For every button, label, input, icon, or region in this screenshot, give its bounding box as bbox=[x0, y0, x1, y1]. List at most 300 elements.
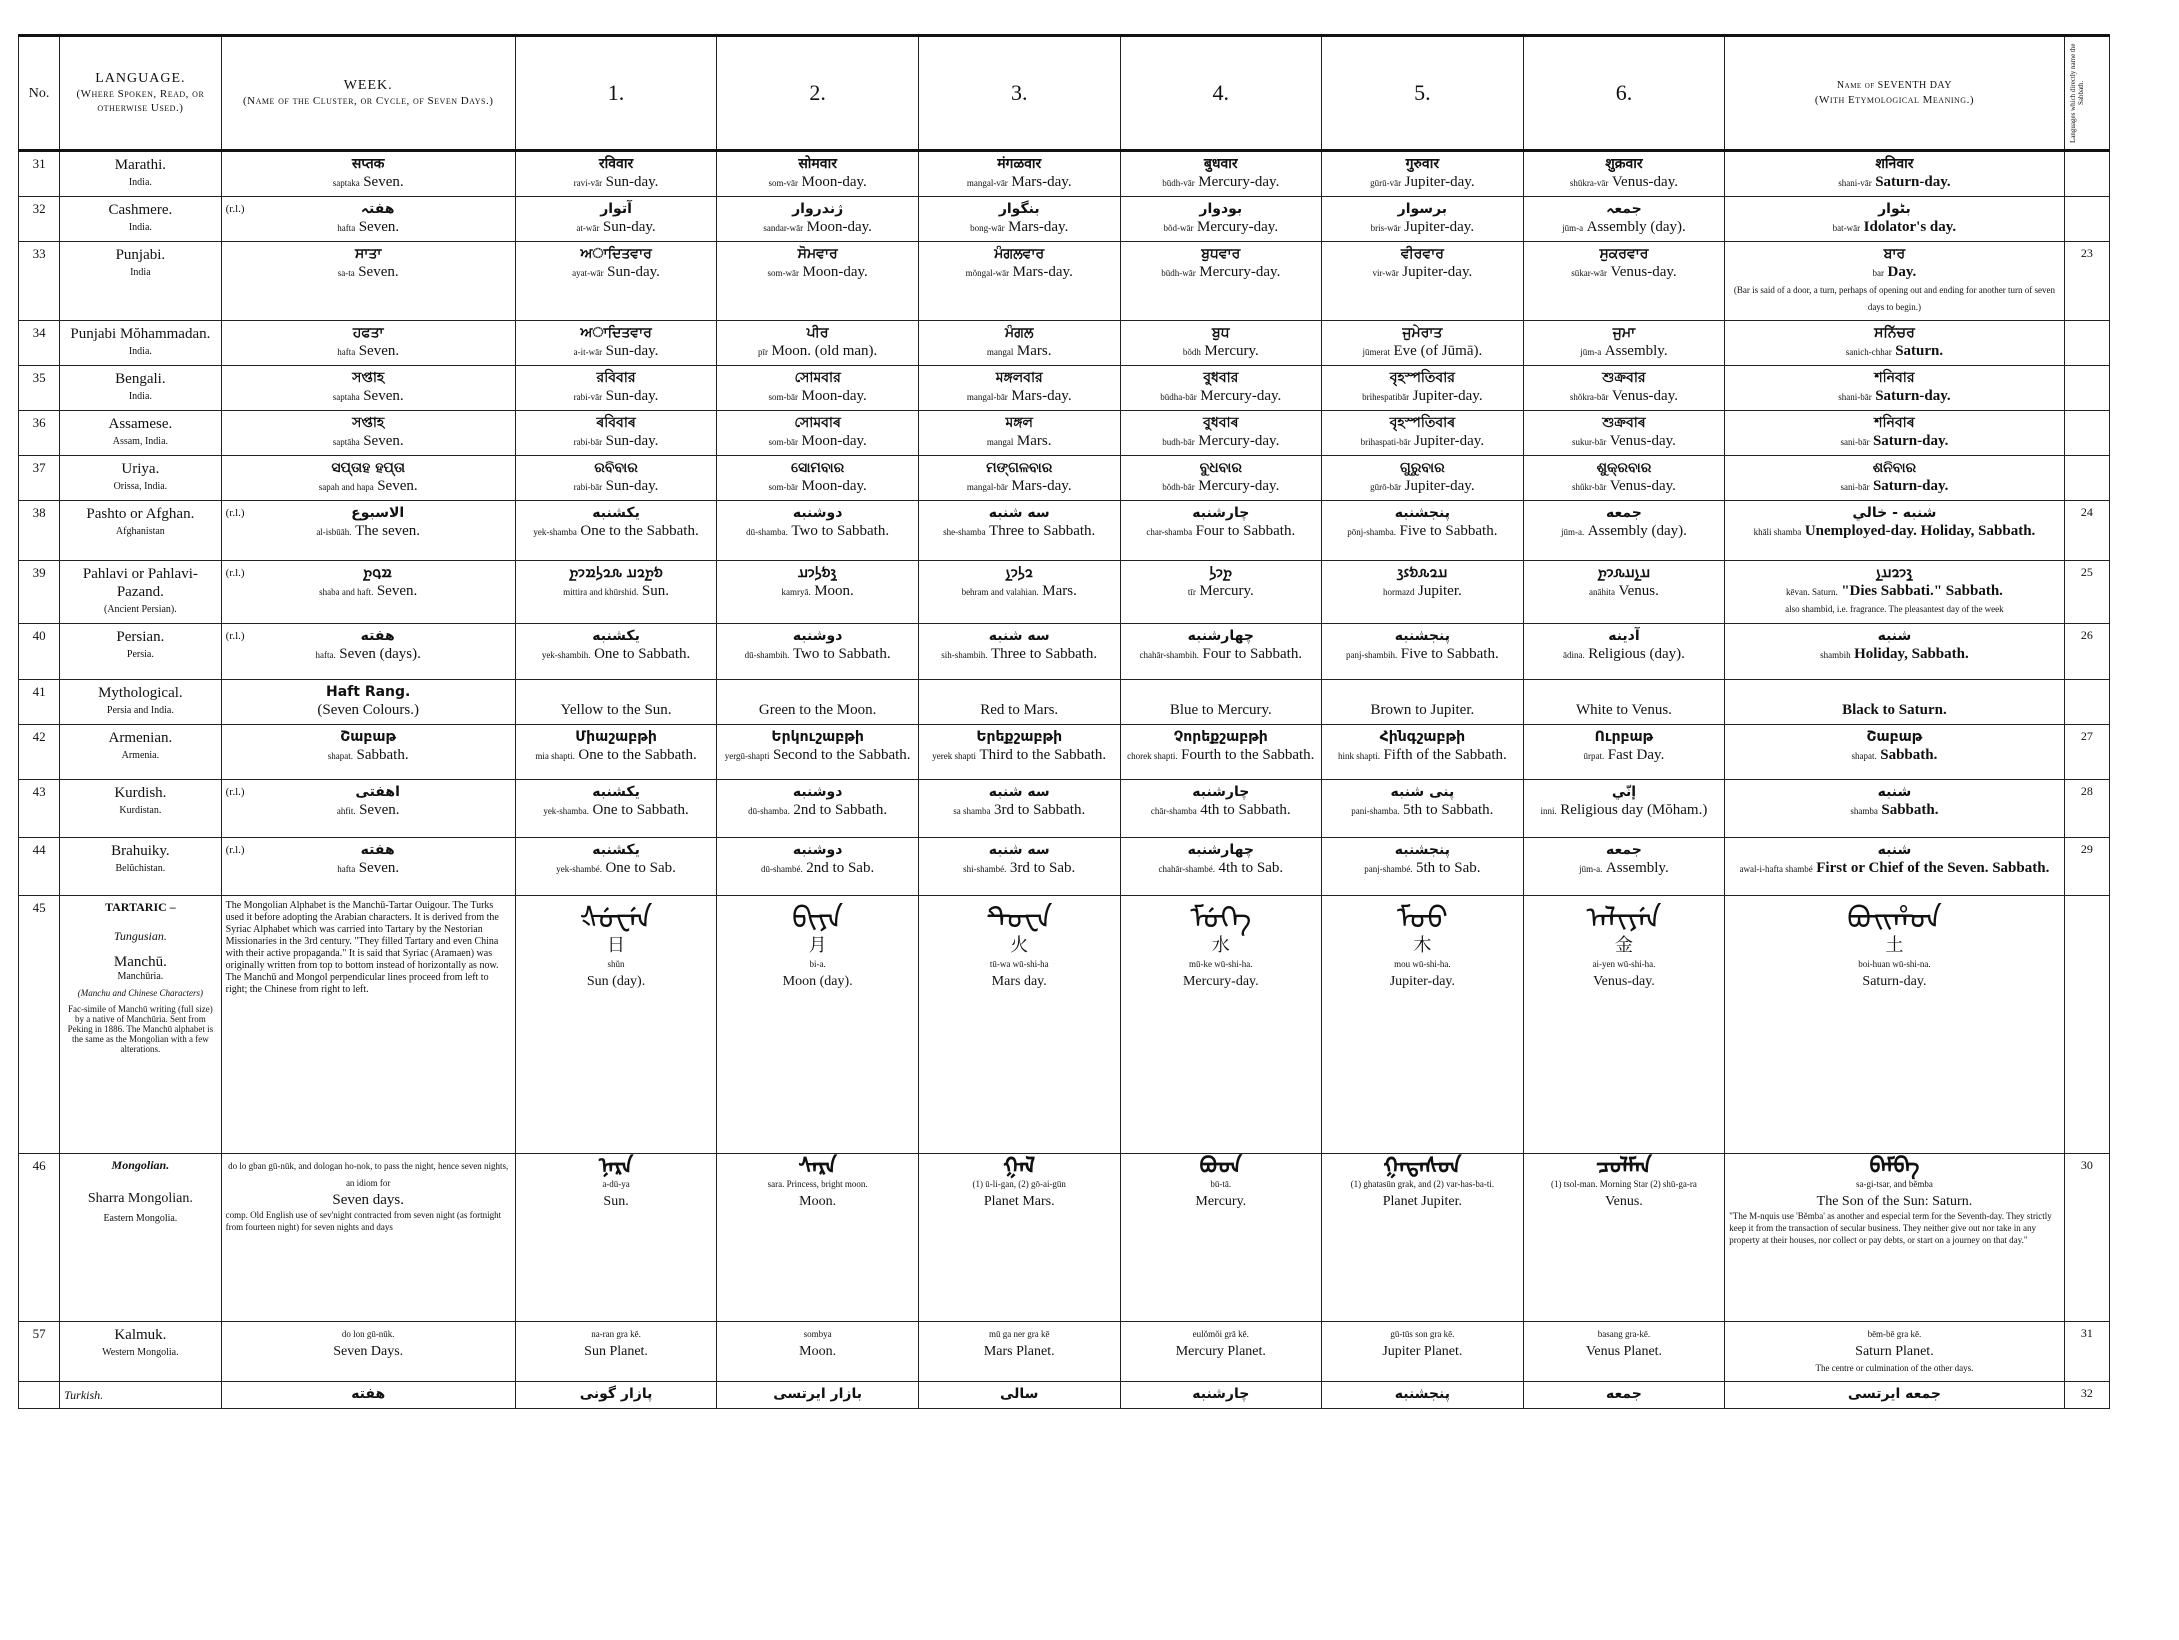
day-script: ژندروار bbox=[792, 201, 844, 217]
kalmuk-day-5: gū-tūs son gra kē. Jupiter Planet. bbox=[1322, 1322, 1524, 1382]
day-script: শুক্রবার bbox=[1602, 370, 1646, 386]
week-transliteration: sapah and hapa bbox=[318, 482, 374, 492]
day-transliteration: jūm-a. bbox=[1579, 864, 1603, 874]
day-3-cell bbox=[918, 725, 1120, 780]
week-transliteration: sa-ta bbox=[337, 268, 355, 278]
day-5-cell bbox=[1322, 242, 1524, 321]
day-meaning: Venus-day. bbox=[1609, 478, 1676, 494]
day-transliteration: gūrū-vār bbox=[1370, 178, 1402, 188]
language-row bbox=[19, 725, 2110, 780]
seventh-meaning: First or Chief of the Seven. Sabbath. bbox=[1816, 860, 2050, 876]
day-5-cell bbox=[1322, 151, 1524, 197]
language-name: Armenian. bbox=[108, 730, 173, 746]
sabbath-index: 26 bbox=[2064, 624, 2109, 680]
mongolian-day-6: ᠴᠣᠯᠮᠠᠨ (1) tsol-man. Morning Star (2) shū-ga-ra Venus. bbox=[1523, 1154, 1725, 1322]
day-6-cell bbox=[1523, 561, 1725, 624]
day-meaning: Four to Sabbath. bbox=[1202, 646, 1303, 662]
day-script: বুধবাৰ bbox=[1203, 415, 1239, 431]
day-5-cell bbox=[1322, 456, 1524, 501]
seventh-day-cell bbox=[1725, 321, 2064, 366]
day-script: ਬੁਧ bbox=[1212, 325, 1230, 341]
day-script: دوشنبه bbox=[792, 505, 843, 521]
seventh-transliteration: shani-vār bbox=[1838, 178, 1872, 188]
tartaric-group-label: TARTARIC – bbox=[104, 900, 176, 914]
day-meaning: Red to Mars. bbox=[980, 702, 1059, 718]
day-script: बुधवार bbox=[1203, 156, 1238, 172]
day-meaning: Five to Sabbath. bbox=[1399, 523, 1498, 539]
header-day-3: 3. bbox=[918, 36, 1120, 151]
mongolian-seventh-day: ᠪᠡᠮᠪᠠ sa-gi-tsar, and bĕmba The Son of the Sun: Saturn. "The M-nquis use 'Bĕmba' as another and especial term for the Seventh-day. They strictly keep it from the transaction of secular business. They neither give out nor take in any property at their houses, nor collect or pay debts, or start on a journey on that day." bbox=[1725, 1154, 2064, 1322]
day-transliteration: vir-wār bbox=[1372, 268, 1399, 278]
day-6-cell bbox=[1523, 501, 1725, 561]
row-language bbox=[60, 725, 221, 780]
week-meaning: Seven. bbox=[376, 583, 418, 599]
manchu-seventh-day: ᠪᠣᡳᡥᠣᠨ 土 boi-huan wū-shi-na. Saturn-day. bbox=[1725, 896, 2064, 1154]
language-location: Manchūria. bbox=[117, 971, 164, 982]
seventh-transliteration: shamba bbox=[1850, 806, 1878, 816]
day-script: يكشنبه bbox=[592, 842, 640, 858]
week-name bbox=[221, 624, 515, 680]
day-transliteration: som-bār bbox=[768, 437, 798, 447]
day-transliteration: behram and valahian. bbox=[961, 587, 1039, 597]
header-sabbath-languages: Languages which directly name the Sabbath. bbox=[2064, 36, 2109, 151]
day-transliteration: mangal-bār bbox=[966, 392, 1008, 402]
day-meaning: Mars-day. bbox=[1011, 174, 1072, 190]
mongolian-day-3: ᠭᠠᠯ (1) ū-li-gan, (2) gō-ai-gūn Planet Mars. bbox=[918, 1154, 1120, 1322]
day-4-cell bbox=[1120, 456, 1322, 501]
day-1-cell bbox=[515, 624, 717, 680]
day-meaning: Mercury. bbox=[1204, 343, 1259, 359]
day-6-cell bbox=[1523, 780, 1725, 838]
day-transliteration: jūm-a. bbox=[1560, 527, 1585, 537]
language-location: Armenia. bbox=[121, 750, 160, 761]
header-day-5: 5. bbox=[1322, 36, 1524, 151]
seventh-script: ଶନିବାର bbox=[1872, 460, 1917, 476]
day-script bbox=[923, 684, 1116, 702]
row-language bbox=[60, 680, 221, 725]
seventh-meaning: Saturn-day. bbox=[1872, 433, 1949, 449]
day-meaning: Venus-day. bbox=[1611, 388, 1678, 404]
day-script: ਜੁਮੇਰਾਤ bbox=[1402, 325, 1443, 341]
day-script: جمعه bbox=[1606, 505, 1642, 521]
week-transliteration: hafta bbox=[337, 347, 356, 357]
day-meaning: Fourth to the Sabbath. bbox=[1181, 747, 1315, 763]
seventh-day-cell bbox=[1725, 624, 2064, 680]
day-transliteration: bŏd-wār bbox=[1163, 223, 1194, 233]
seventh-day-cell bbox=[1725, 197, 2064, 242]
day-script: ৰবিবাৰ bbox=[596, 415, 636, 431]
week-script: ସପ୍ତାହ ହପ୍ତା bbox=[331, 460, 405, 476]
day-4-cell bbox=[1120, 366, 1322, 411]
day-meaning: Assembly (day). bbox=[1587, 523, 1687, 539]
day-5-cell bbox=[1322, 561, 1524, 624]
day-1-cell bbox=[515, 411, 717, 456]
sabbath-index: 24 bbox=[2064, 501, 2109, 561]
row-number: 33 bbox=[19, 242, 60, 321]
row-45 bbox=[19, 896, 2110, 1154]
mongolian-day-4: ᠪᠤᠳ bū-tā. Mercury. bbox=[1120, 1154, 1322, 1322]
day-transliteration: yek-shambih. bbox=[541, 650, 591, 660]
day-script: ਅਾਦਿਤਵਾਰ bbox=[580, 325, 652, 341]
day-transliteration: hink shapti. bbox=[1337, 751, 1380, 761]
language-row bbox=[19, 501, 2110, 561]
seventh-day-cell bbox=[1725, 242, 2064, 321]
seventh-meaning: Idolator's day. bbox=[1863, 219, 1957, 235]
day-meaning: 5th to Sabbath. bbox=[1403, 802, 1494, 818]
day-transliteration: gūrō-bār bbox=[1370, 482, 1402, 492]
seventh-meaning: Saturn. bbox=[1895, 343, 1944, 359]
day-1-cell bbox=[515, 561, 717, 624]
day-transliteration: kamryā. bbox=[781, 587, 811, 597]
day-4-cell bbox=[1120, 321, 1322, 366]
language-row bbox=[19, 242, 2110, 321]
day-transliteration: bŏdh bbox=[1182, 347, 1201, 357]
row-number: 42 bbox=[19, 725, 60, 780]
day-transliteration: pīr bbox=[757, 347, 768, 357]
day-script: ରବିବାର bbox=[594, 460, 638, 476]
day-transliteration: budh-bār bbox=[1162, 437, 1195, 447]
day-2-cell bbox=[717, 321, 919, 366]
day-transliteration: mŏngal-wār bbox=[965, 268, 1010, 278]
week-name bbox=[221, 680, 515, 725]
day-transliteration: yek-shambé. bbox=[556, 864, 602, 874]
week-meaning: Seven. bbox=[363, 433, 404, 449]
day-transliteration: chār-shamba bbox=[1150, 806, 1197, 816]
language-location: Eastern Mongolia. bbox=[103, 1213, 178, 1224]
day-6-cell bbox=[1523, 366, 1725, 411]
day-script: چارشنبه bbox=[1192, 784, 1250, 800]
day-meaning: Fifth of the Sabbath. bbox=[1383, 747, 1507, 763]
day-5-cell bbox=[1322, 838, 1524, 896]
week-name bbox=[221, 197, 515, 242]
week-script: هفتہ bbox=[360, 201, 395, 217]
sabbath-index bbox=[2064, 321, 2109, 366]
day-meaning: Jupiter-day. bbox=[1404, 219, 1475, 235]
language-row bbox=[19, 321, 2110, 366]
day-script: پنجشنبه bbox=[1394, 842, 1450, 858]
language-location: India bbox=[130, 267, 151, 278]
day-transliteration: brihespatibār bbox=[1362, 392, 1410, 402]
day-5-cell bbox=[1322, 501, 1524, 561]
language-name: Brahuiky. bbox=[111, 843, 170, 859]
sabbath-index bbox=[2064, 680, 2109, 725]
day-transliteration: dū-shamba. bbox=[748, 806, 790, 816]
day-script: ମଙ୍ଗଳବାର bbox=[986, 460, 1053, 476]
day-transliteration: panj-shambé. bbox=[1364, 864, 1413, 874]
day-transliteration: jūmerat bbox=[1362, 347, 1390, 357]
day-meaning: Five to Sabbath. bbox=[1400, 646, 1499, 662]
day-6-cell bbox=[1523, 456, 1725, 501]
seventh-meaning: Sabbath. bbox=[1881, 802, 1939, 818]
language-row bbox=[19, 624, 2110, 680]
day-meaning: Assembly (day). bbox=[1586, 219, 1686, 235]
week-meaning: Seven. bbox=[358, 264, 399, 280]
language-location: Assam, India. bbox=[112, 436, 169, 447]
week-script: ਹਫਤਾ bbox=[352, 325, 384, 341]
day-1-cell bbox=[515, 680, 717, 725]
day-meaning: Sun-day. bbox=[605, 388, 659, 404]
seventh-transliteration: kēvan. Saturn. bbox=[1785, 587, 1838, 597]
day-meaning: Mars. bbox=[1042, 583, 1077, 599]
week-script: सप्तक bbox=[351, 156, 385, 172]
seventh-meaning: Sabbath. bbox=[1880, 747, 1938, 763]
seventh-meaning: Day. bbox=[1887, 264, 1917, 280]
manchu-day-4: ᠮᡠᡴᡝ 水 mū-ke wū-shi-ha. Mercury-day. bbox=[1120, 896, 1322, 1154]
language-location: Persia. bbox=[126, 649, 154, 660]
day-script: جمعہ bbox=[1606, 201, 1642, 217]
manchu-day-5: ᠮᠣᠣ 木 mou wū-shi-ha. Jupiter-day. bbox=[1322, 896, 1524, 1154]
day-4-cell bbox=[1120, 725, 1322, 780]
week-script: Haft Rang. bbox=[326, 684, 411, 700]
day-transliteration: yek-shamba. bbox=[543, 806, 590, 816]
day-transliteration: ayat-wār bbox=[572, 268, 604, 278]
sabbath-index: 27 bbox=[2064, 725, 2109, 780]
day-3-cell bbox=[918, 624, 1120, 680]
day-3-cell bbox=[918, 456, 1120, 501]
day-transliteration: panj-shambih. bbox=[1346, 650, 1398, 660]
day-meaning: Mars-day. bbox=[1012, 264, 1073, 280]
day-script: بودوار bbox=[1199, 201, 1243, 217]
row-number: 44 bbox=[19, 838, 60, 896]
language-location: India. bbox=[128, 391, 152, 402]
day-meaning: Three to Sabbath. bbox=[990, 646, 1098, 662]
day-3-cell bbox=[918, 411, 1120, 456]
day-meaning: Mercury-day. bbox=[1199, 264, 1281, 280]
language-location: India. bbox=[128, 222, 152, 233]
manchu-day-1: ᡧᡠᠸᡝᠨ 日 shŭn Sun (day). bbox=[515, 896, 717, 1154]
day-transliteration: a-it-wār bbox=[573, 347, 603, 357]
day-meaning: Moon-day. bbox=[801, 478, 867, 494]
day-1-cell bbox=[515, 321, 717, 366]
day-meaning: Sun-day. bbox=[605, 478, 659, 494]
day-2-cell bbox=[717, 624, 919, 680]
day-transliteration: ādina. bbox=[1562, 650, 1585, 660]
language-row bbox=[19, 680, 2110, 725]
sabbath-index: 28 bbox=[2064, 780, 2109, 838]
day-meaning: Religious day (Mŏham.) bbox=[1560, 802, 1708, 818]
day-script: Հինգշաբթի bbox=[1379, 729, 1466, 745]
seventh-day-cell bbox=[1725, 725, 2064, 780]
week-script: اهفتی bbox=[355, 784, 400, 800]
row-number: 41 bbox=[19, 680, 60, 725]
sabbath-index: 23 bbox=[2064, 242, 2109, 321]
day-meaning: 4th to Sab. bbox=[1218, 860, 1284, 876]
day-transliteration: ravi-vār bbox=[573, 178, 603, 188]
day-script: بنگوار bbox=[998, 201, 1040, 217]
day-3-cell bbox=[918, 780, 1120, 838]
row-number bbox=[19, 1382, 60, 1409]
day-transliteration: yek-shamba bbox=[533, 527, 577, 537]
row-language bbox=[60, 456, 221, 501]
seventh-script: Շաբաթ bbox=[1866, 729, 1923, 745]
row-language bbox=[60, 411, 221, 456]
row-number: 43 bbox=[19, 780, 60, 838]
day-transliteration: pōnj-shamba. bbox=[1347, 527, 1397, 537]
week-name bbox=[221, 780, 515, 838]
day-5-cell bbox=[1322, 411, 1524, 456]
week-meaning: Seven. bbox=[358, 219, 400, 235]
row-number: 38 bbox=[19, 501, 60, 561]
day-script bbox=[1528, 684, 1721, 702]
day-1-cell bbox=[515, 838, 717, 896]
row-57 bbox=[19, 1322, 2110, 1382]
language-row bbox=[19, 561, 2110, 624]
manchu-day-3: ᡨᡠᠸᠠ 火 tū-wa wū-shi-ha Mars day. bbox=[918, 896, 1120, 1154]
day-2-cell bbox=[717, 151, 919, 197]
day-script: يكشنبه bbox=[592, 784, 640, 800]
day-5-cell bbox=[1322, 680, 1524, 725]
day-6-cell bbox=[1523, 242, 1725, 321]
day-transliteration: rabi-vār bbox=[573, 392, 603, 402]
day-5-cell bbox=[1322, 366, 1524, 411]
day-script: ਮੰਗਲ bbox=[1005, 325, 1034, 341]
header-week: WEEK. (Name of the Cluster, or Cycle, of Seven Days.) bbox=[221, 36, 515, 151]
day-meaning: One to the Sabbath. bbox=[580, 523, 699, 539]
kalmuk-day-3: mū ga ner gra kē Mars Planet. bbox=[918, 1322, 1120, 1382]
turkish-seventh-day: جمعه ايرتسى bbox=[1725, 1382, 2064, 1409]
day-meaning: Jupiter. bbox=[1417, 583, 1462, 599]
day-script: سه شنبه bbox=[988, 842, 1050, 858]
day-script: آتوار bbox=[600, 201, 632, 217]
day-script: 𐭠𐭭𐭠𐭧𐭩𐭲 bbox=[1597, 565, 1651, 581]
day-transliteration: shŏkra-bār bbox=[1569, 392, 1609, 402]
day-meaning: Three to Sabbath. bbox=[989, 523, 1096, 539]
day-transliteration: som-bār bbox=[768, 482, 798, 492]
language-name: Cashmere. bbox=[108, 202, 173, 218]
day-1-cell bbox=[515, 501, 717, 561]
day-transliteration: būdh-wār bbox=[1161, 268, 1196, 278]
day-script: गुरुवार bbox=[1405, 156, 1440, 172]
sabbath-index bbox=[2064, 366, 2109, 411]
language-name: Kurdish. bbox=[114, 785, 167, 801]
sabbath-index bbox=[2064, 151, 2109, 197]
day-meaning: Sun-day. bbox=[605, 433, 659, 449]
week-meaning: Seven (days). bbox=[339, 646, 421, 662]
day-script: 𐭬𐭲𐭥𐭠 𐭧𐭥𐭫𐭱𐭩𐭲 bbox=[569, 565, 663, 581]
week-name bbox=[221, 411, 515, 456]
day-transliteration: yergū-shapti bbox=[724, 751, 770, 761]
week-transliteration: ahfit. bbox=[336, 806, 356, 816]
week-name bbox=[221, 366, 515, 411]
seventh-meaning: "Dies Sabbati." Sabbath. bbox=[1841, 583, 2003, 599]
day-4-cell bbox=[1120, 838, 1322, 896]
day-transliteration: būdh-vār bbox=[1162, 178, 1195, 188]
day-script: 𐭪𐭬𐭫𐭩𐭠 bbox=[798, 565, 838, 581]
row-number: 35 bbox=[19, 366, 60, 411]
header-seventh-day: Name of SEVENTH DAY (With Etymological Meaning.) bbox=[1725, 36, 2064, 151]
row-language: Turkish. bbox=[60, 1382, 221, 1409]
kalmuk-week: do lon gū-nūk. Seven Days. bbox=[221, 1322, 515, 1382]
day-6-cell bbox=[1523, 680, 1725, 725]
day-transliteration: bris-wār bbox=[1370, 223, 1401, 233]
day-meaning: Jupiter-day. bbox=[1404, 174, 1475, 190]
language-name: Mythological. bbox=[98, 685, 183, 701]
day-transliteration: bong-wār bbox=[970, 223, 1005, 233]
day-meaning: Brown to Jupiter. bbox=[1370, 702, 1475, 718]
week-meaning: (Seven Colours.) bbox=[317, 702, 420, 718]
reading-direction: (r.l.) bbox=[225, 567, 245, 579]
day-script: سه شنبه bbox=[988, 628, 1050, 644]
seventh-transliteration: sani-bār bbox=[1840, 437, 1870, 447]
week-script: সপ্তাহ bbox=[352, 370, 385, 386]
day-transliteration: jūm-a bbox=[1562, 223, 1584, 233]
seventh-script: ਸਨਿੱਚਰ bbox=[1874, 325, 1915, 341]
day-3-cell bbox=[918, 501, 1120, 561]
day-2-cell bbox=[717, 366, 919, 411]
day-4-cell bbox=[1120, 624, 1322, 680]
day-transliteration: hormazd bbox=[1382, 587, 1415, 597]
week-meaning: Seven. bbox=[358, 860, 400, 876]
day-script: সোমবার bbox=[794, 370, 841, 386]
day-transliteration: mia shapti. bbox=[535, 751, 575, 761]
day-meaning: Mercury-day. bbox=[1198, 478, 1280, 494]
day-3-cell bbox=[918, 838, 1120, 896]
day-script: Միաշաբթի bbox=[575, 729, 657, 745]
day-2-cell bbox=[717, 411, 919, 456]
day-script: دوشنبه bbox=[792, 842, 843, 858]
day-meaning: Moon. (old man). bbox=[771, 343, 878, 359]
seventh-day-cell bbox=[1725, 501, 2064, 561]
day-1-cell bbox=[515, 780, 717, 838]
language-name: Marathi. bbox=[114, 157, 166, 173]
row-language bbox=[60, 501, 221, 561]
day-meaning: Moon-day. bbox=[802, 264, 868, 280]
day-transliteration: chahār-shambih. bbox=[1139, 650, 1200, 660]
day-transliteration: rabi-bār bbox=[573, 482, 603, 492]
week-meaning: The seven. bbox=[355, 523, 421, 539]
day-transliteration: brihaspati-bār bbox=[1360, 437, 1411, 447]
week-name bbox=[221, 321, 515, 366]
day-1-cell bbox=[515, 242, 717, 321]
week-name bbox=[221, 838, 515, 896]
day-script: মঙ্গল bbox=[1005, 415, 1033, 431]
day-meaning: One to Sabbath. bbox=[594, 646, 691, 662]
day-meaning: Moon-day. bbox=[806, 219, 872, 235]
day-script: سه شنبه bbox=[988, 784, 1050, 800]
day-4-cell bbox=[1120, 780, 1322, 838]
day-meaning: Two to Sabbath. bbox=[792, 646, 891, 662]
sabbath-index: 32 bbox=[2064, 1382, 2109, 1409]
day-script: پنی شنبه bbox=[1390, 784, 1455, 800]
day-script: دوشنبه bbox=[792, 784, 843, 800]
row-46 bbox=[19, 1154, 2110, 1322]
kalmuk-day-4: eulŏmŏi grā kē. Mercury Planet. bbox=[1120, 1322, 1322, 1382]
day-script: پنجشنبه bbox=[1394, 628, 1450, 644]
day-script: پنجشنبه bbox=[1394, 505, 1450, 521]
day-meaning: Fast Day. bbox=[1607, 747, 1665, 763]
seventh-day-cell bbox=[1725, 680, 2064, 725]
mongolian-day-5: ᠭᠠᠳᠠᠰᠤᠨ (1) ghatasūn grak, and (2) var-has-ba-ti. Planet Jupiter. bbox=[1322, 1154, 1524, 1322]
day-script: ਵੀਰਵਾਰ bbox=[1400, 246, 1444, 262]
row-language bbox=[60, 838, 221, 896]
day-transliteration: mangal bbox=[986, 437, 1014, 447]
seventh-transliteration: bat-wār bbox=[1832, 223, 1861, 233]
language-name: Pahlavi or Pahlavi-Pazand. bbox=[82, 566, 198, 600]
day-meaning: Third to the Sabbath. bbox=[979, 747, 1107, 763]
day-meaning: Four to Sabbath. bbox=[1195, 523, 1296, 539]
language-row bbox=[19, 197, 2110, 242]
day-transliteration: she-shamba bbox=[943, 527, 986, 537]
turkish-day-2: بازار ايرتسى bbox=[717, 1382, 919, 1409]
day-meaning: White to Venus. bbox=[1575, 702, 1672, 718]
day-script: मंगळवार bbox=[997, 156, 1042, 172]
day-transliteration: pani-shamba. bbox=[1351, 806, 1400, 816]
day-2-cell bbox=[717, 561, 919, 624]
day-script: 𐭠𐭥𐭧𐭬𐭦𐭣 bbox=[1397, 565, 1448, 581]
day-script bbox=[1125, 684, 1318, 702]
row-language bbox=[60, 197, 221, 242]
turkish-day-4: چارشنبه bbox=[1120, 1382, 1322, 1409]
